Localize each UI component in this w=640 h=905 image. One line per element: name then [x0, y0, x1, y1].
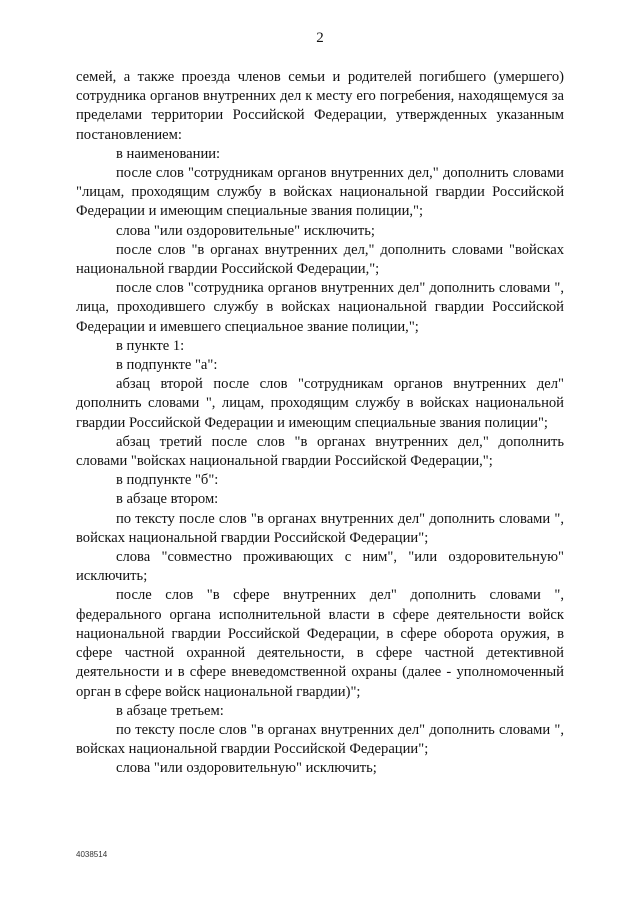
paragraph-7: в пункте 1:	[116, 337, 185, 354]
paragraph-3: после слов "сотрудникам органов внутренних дел," дополнить словами "лицам, проходящим службу в войсках национальной гвардии Российской Федерации и имеющим специальные звания полиции,";	[76, 165, 564, 220]
paragraph-18: слова "или оздоровительную" исключить;	[116, 760, 377, 777]
paragraph-13: по тексту после слов "в органах внутренних дел" дополнить словами ", войсках национальной гвардии Российской Федерации";	[76, 510, 564, 546]
paragraph-14: слова "совместно проживающих с ним", "или оздоровительную" исключить;	[76, 549, 564, 585]
paragraph-10: абзац третий после слов "в органах внутренних дел," дополнить словами "войсках национальной гвардии Российской Федерации,";	[76, 433, 564, 470]
paragraph-17: по тексту после слов "в органах внутренних дел" дополнить словами ", войсках национальной гвардии Российской Федерации";	[76, 721, 564, 758]
paragraph-4: слова "или оздоровительные" исключить;	[116, 222, 375, 239]
paragraph-8: в подпункте "а":	[116, 357, 218, 374]
paragraph-12: в абзаце втором:	[116, 491, 219, 508]
paragraph-6: после слов "сотрудника органов внутренних дел" дополнить словами ", лица, проходившего службу в войсках национальной гвардии Российской Федерации и имевшего специальное звание полиции,";	[76, 280, 564, 335]
paragraph-1: семей, а также проезда членов семьи и родителей погибшего (умершего) сотрудника органов внутренних дел к месту его погребения, находящемуся за пределами территории Российской Федерации, утвержденных указанным постановлением:	[76, 69, 564, 143]
paragraph-16: в абзаце третьем:	[116, 702, 224, 719]
document-body	[76, 68, 564, 779]
paragraph-15: после слов "в сфере внутренних дел" дополнить словами ", федерального органа исполнительной власти в сфере деятельности войск национальной гвардии Российской Федерации, в сфере оборота оружия, в сфере частной охранной деятельности, в сфере частной детективной деятельности и в сфере вневедомственной охраны (далее - уполномоченный орган в сфере войск национальной гвардии)";	[76, 587, 564, 700]
paragraph-11: в подпункте "б":	[116, 472, 219, 489]
document-code: 4038514	[76, 850, 108, 859]
paragraph-9: абзац второй после слов "сотрудникам органов внутренних дел" дополнить словами ", лицам, проходящим службу в войсках национальной гвардии Российской Федерации и имеющим специальные звания полиции";	[76, 376, 564, 431]
paragraph-5: после слов "в органах внутренних дел," дополнить словами "войсках национальной гвардии Российской Федерации,";	[76, 241, 564, 278]
paragraph-2: в наименовании:	[116, 145, 221, 162]
page-number: 2	[316, 30, 324, 46]
